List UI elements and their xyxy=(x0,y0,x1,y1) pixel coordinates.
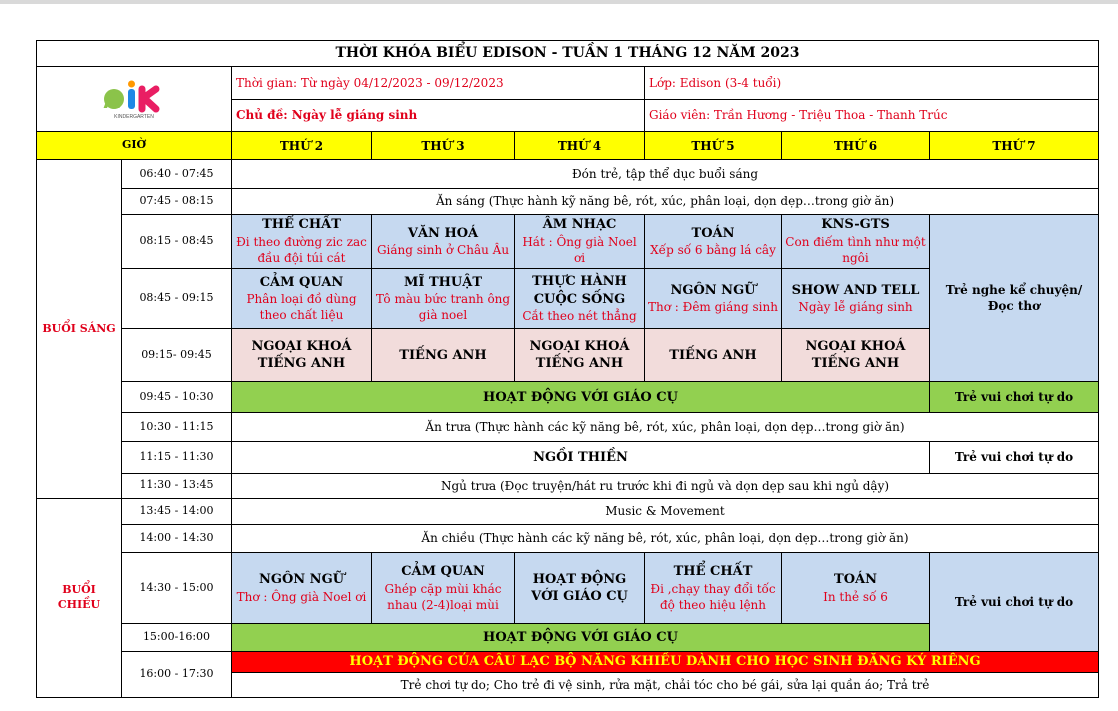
lesson-activity: In thẻ số 6 xyxy=(823,589,888,604)
time-slot: 16:00 - 17:30 xyxy=(122,652,232,698)
lesson-subject: HOẠT ĐỘNG VỚI GIÁO CỤ xyxy=(531,571,628,605)
lesson-subject: KNS-GTS xyxy=(821,217,890,233)
saturday-free-play: Trẻ vui chơi tự do xyxy=(930,382,1099,413)
lesson-subject: THỰC HÀNH CUỘC SỐNG xyxy=(532,273,627,307)
lesson-cell xyxy=(782,268,930,329)
lesson-activity: Con điếm tình như một ngôi xyxy=(785,235,926,266)
lesson-subject: SHOW AND TELL xyxy=(791,282,920,298)
lesson-cell xyxy=(645,268,782,329)
activity-row: Trẻ chơi tự do; Cho trẻ đi vệ sinh, rửa mặt, chải tóc cho bé gái, sửa lại quần áo; Trả trẻ xyxy=(232,672,1099,697)
lesson-cell xyxy=(372,215,515,269)
saturday-free-play: Trẻ vui chơi tự do xyxy=(930,441,1099,473)
lesson-activity: Ghép cặp mùi khác nhau (2-4)loại mùi xyxy=(384,581,502,612)
time-slot: 09:45 - 10:30 xyxy=(122,382,232,413)
activity-row: Ăn trưa (Thực hành các kỹ năng bê, rót, xúc, phân loại, dọn dẹp…trong giờ ăn) xyxy=(232,413,1099,441)
lesson-activity: Phân loại đồ dùng theo chất liệu xyxy=(246,292,357,323)
english-label: NGOẠI KHOÁ TIẾNG ANH xyxy=(251,338,352,372)
lesson-cell xyxy=(372,268,515,329)
header-day-wed: THỨ 4 xyxy=(515,132,645,160)
lesson-activity: Tô màu bức tranh ông già noel xyxy=(375,292,511,323)
lesson-activity: Ngày lễ giáng sinh xyxy=(798,300,913,315)
lesson-cell xyxy=(232,268,372,329)
activity-row: Ăn sáng (Thực hành kỹ năng bê, rót, xúc, phân loại, dọn dẹp…trong giờ ăn) xyxy=(232,188,1099,214)
time-slot: 11:15 - 11:30 xyxy=(122,441,232,473)
timetable xyxy=(36,40,1099,698)
time-slot: 13:45 - 14:00 xyxy=(122,498,232,524)
lesson-cell xyxy=(645,553,782,624)
lesson-subject: CẢM QUAN xyxy=(259,274,344,290)
activity-row: Ăn chiều (Thực hành các kỹ năng bê, rót, xúc, phân loại, dọn dẹp…trong giờ ăn) xyxy=(232,524,1099,552)
lesson-subject: ÂM NHẠC xyxy=(542,217,617,233)
teachers: Giáo viên: Trần Hương - Triệu Thoa - Thanh Trúc xyxy=(645,99,1099,131)
lesson-activity: Thơ : Ông già Noel ơi xyxy=(236,589,367,604)
activity-row: Music & Movement xyxy=(232,498,1099,524)
english-label: TIẾNG ANH xyxy=(669,347,757,363)
lesson-subject: TOÁN xyxy=(691,225,735,241)
lesson-subject: NGÔN NGỮ xyxy=(670,282,756,298)
time-slot: 08:15 - 08:45 xyxy=(122,215,232,269)
english-label: NGOẠI KHOÁ TIẾNG ANH xyxy=(529,338,630,372)
montessori-activity: HOẠT ĐỘNG VỚI GIÁO CỤ xyxy=(232,624,930,652)
logo-cell xyxy=(37,67,232,132)
lesson-subject: THỂ CHẤT xyxy=(673,564,753,580)
club-activity: HOẠT ĐỘNG CỦA CÂU LẠC BỘ NĂNG KHIẾU DÀNH CHO HỌC SINH ĐĂNG KÝ RIÊNG xyxy=(232,652,1099,672)
session-morning: BUỔI SÁNG xyxy=(37,160,122,498)
header-day-mon: THỨ 2 xyxy=(232,132,372,160)
lesson-cell xyxy=(232,215,372,269)
school-logo xyxy=(94,77,174,121)
lesson-subject: CẢM QUAN xyxy=(401,564,485,580)
lesson-activity: Đi theo đường zic zac đầu đội túi cát xyxy=(236,235,367,266)
time-slot: 09:15- 09:45 xyxy=(122,329,232,382)
english-label: TIẾNG ANH xyxy=(399,347,487,363)
top-strip xyxy=(0,0,1118,4)
lesson-subject: NGÔN NGỮ xyxy=(258,572,345,588)
activity-row: Đón trẻ, tập thể dục buổi sáng xyxy=(232,160,1099,188)
lesson-subject: THỂ CHẤT xyxy=(262,217,341,233)
lesson-cell xyxy=(515,268,645,329)
saturday-morning: Trẻ nghe kể chuyện/Đọc thơ xyxy=(930,215,1099,382)
logo-subtext: KINDERGARTEN xyxy=(114,114,154,121)
header-day-thu: THỨ 5 xyxy=(645,132,782,160)
lesson-cell xyxy=(232,553,372,624)
logo-letters: A xyxy=(103,87,121,115)
lesson-cell xyxy=(782,553,930,624)
lesson-subject: MĨ THUẬT xyxy=(403,274,483,290)
lesson-activity: Xếp số 6 bằng lá cây xyxy=(650,243,776,258)
time-range: Thời gian: Từ ngày 04/12/2023 - 09/12/2023 xyxy=(232,67,645,99)
lesson-cell xyxy=(645,215,782,269)
english-cell xyxy=(372,329,515,382)
topic: Chủ đề: Ngày lễ giáng sinh xyxy=(232,99,645,131)
english-cell xyxy=(232,329,372,382)
header-day-fri: THỨ 6 xyxy=(782,132,930,160)
class-name: Lớp: Edison (3-4 tuổi) xyxy=(645,67,1099,99)
lesson-activity: Hát : Ông già Noel ơi xyxy=(522,235,637,266)
time-slot: 08:45 - 09:15 xyxy=(122,268,232,329)
header-day-sat: THỨ 7 xyxy=(930,132,1099,160)
lesson-cell xyxy=(372,553,515,624)
time-slot: 14:00 - 14:30 xyxy=(122,524,232,552)
header-day-tue: THỨ 3 xyxy=(372,132,515,160)
time-slot: 06:40 - 07:45 xyxy=(122,160,232,188)
time-slot: 15:00-16:00 xyxy=(122,624,232,652)
lesson-cell xyxy=(782,215,930,269)
saturday-afternoon: Trẻ vui chơi tự do xyxy=(930,553,1099,652)
meditation: NGỒI THIỀN xyxy=(232,441,930,473)
english-cell xyxy=(515,329,645,382)
lesson-cell xyxy=(515,553,645,624)
montessori-activity: HOẠT ĐỘNG VỚI GIÁO CỤ xyxy=(232,382,930,413)
time-slot: 14:30 - 15:00 xyxy=(122,553,232,624)
english-label: NGOẠI KHOÁ TIẾNG ANH xyxy=(805,338,906,372)
activity-row: Ngủ trưa (Đọc truyện/hát ru trước khi đi ngủ và dọn dẹp sau khi ngủ dậy) xyxy=(232,474,1099,498)
lesson-activity: Giáng sinh ở Châu Âu xyxy=(376,243,510,258)
page-title: THỜI KHÓA BIỂU EDISON - TUẦN 1 THÁNG 12 NĂM 2023 xyxy=(37,41,1099,67)
lesson-subject: VĂN HOÁ xyxy=(407,225,479,241)
time-slot: 11:30 - 13:45 xyxy=(122,474,232,498)
english-cell xyxy=(645,329,782,382)
session-afternoon: BUỔI CHIỀU xyxy=(37,498,122,698)
english-cell xyxy=(782,329,930,382)
header-hour: GIỜ xyxy=(37,132,232,160)
lesson-activity: Cắt theo nét thẳng xyxy=(522,309,637,324)
lesson-cell xyxy=(515,215,645,269)
lesson-activity: Thơ : Đêm giáng sinh xyxy=(648,300,778,315)
lesson-subject: TOÁN xyxy=(834,572,877,588)
lesson-activity: Đi ,chạy thay đổi tốc độ theo hiệu lệnh xyxy=(650,581,776,612)
time-slot: 07:45 - 08:15 xyxy=(122,188,232,214)
time-slot: 10:30 - 11:15 xyxy=(122,413,232,441)
